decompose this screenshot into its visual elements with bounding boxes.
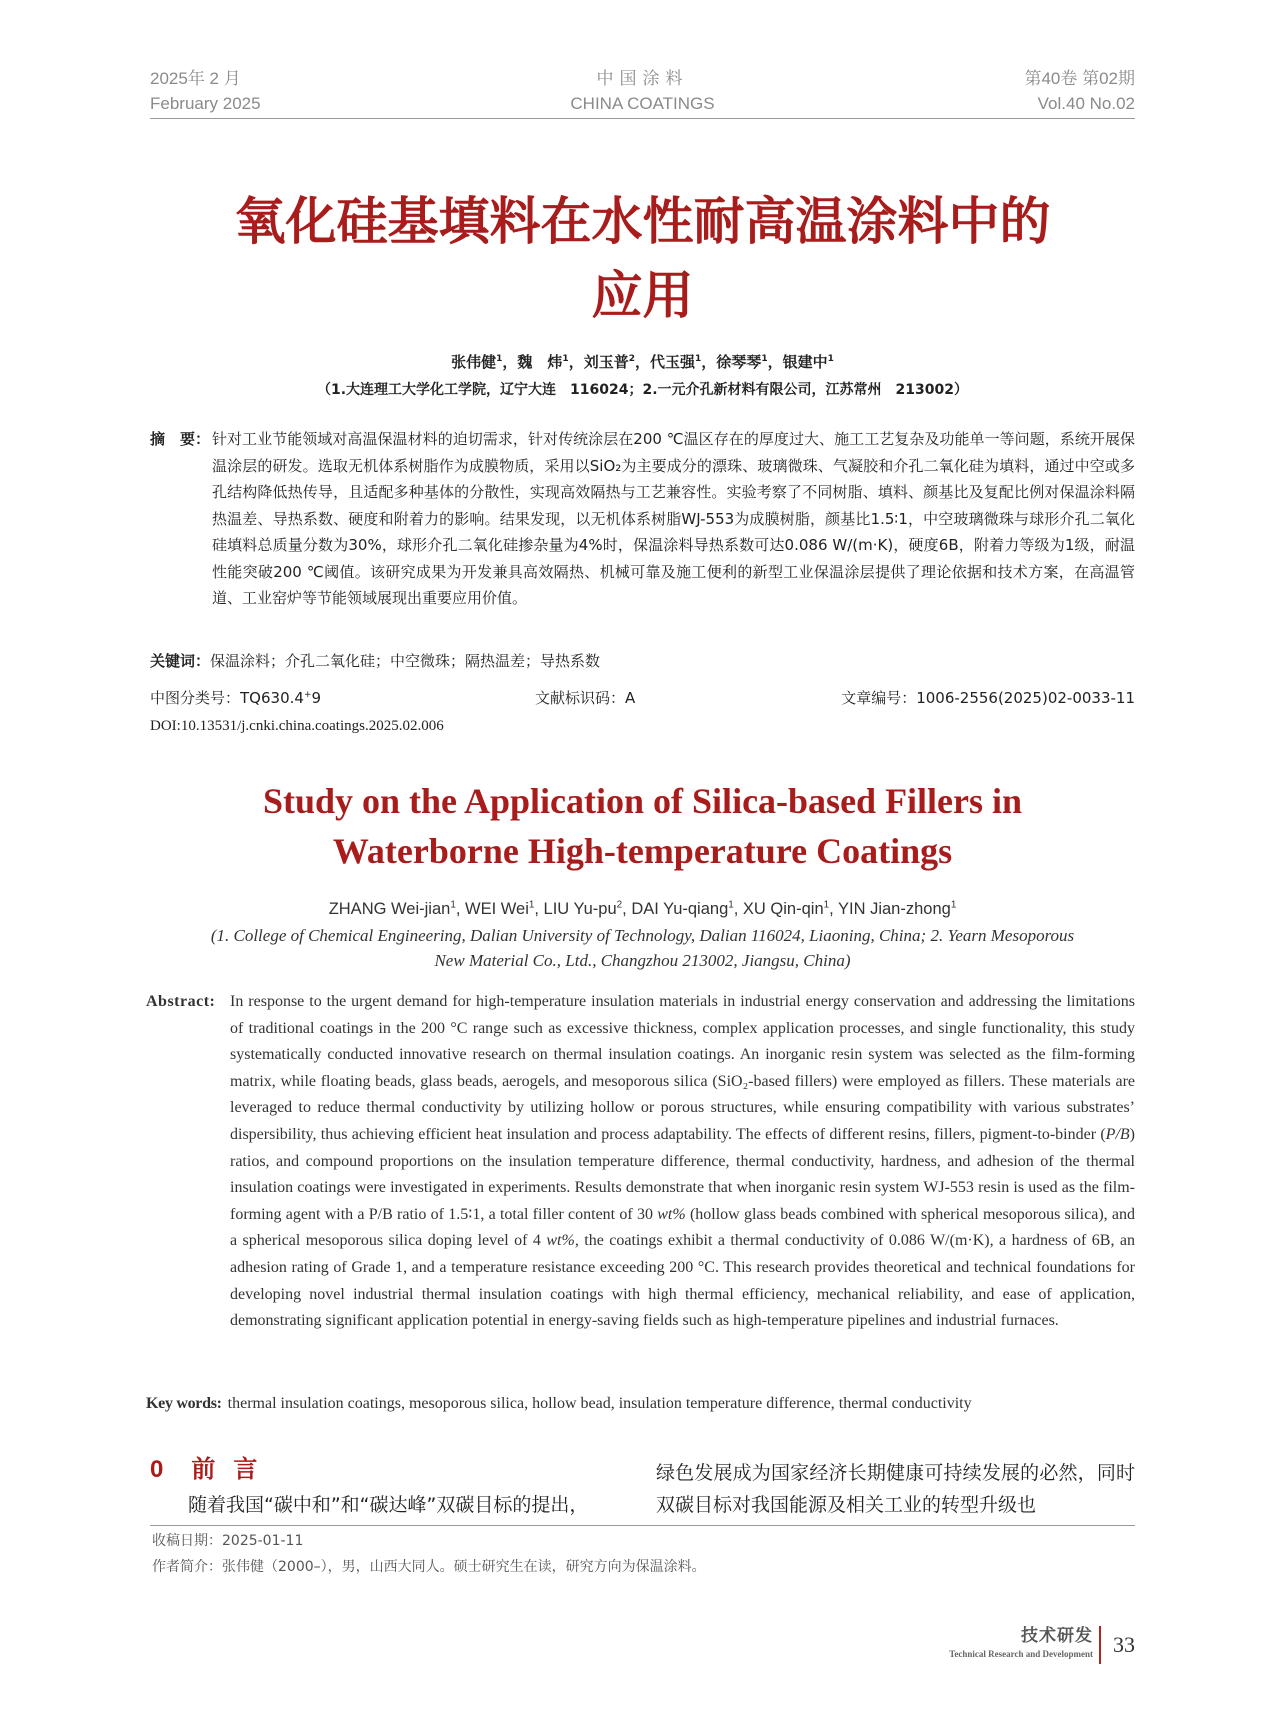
english-title — [150, 776, 1135, 876]
chinese-keywords-label: 关键词： — [150, 652, 211, 670]
footer-divider-bar — [1099, 1626, 1101, 1664]
english-affiliation-line2: New Material Co., Ltd., Changzhou 213002, Jiangsu, China) — [434, 951, 851, 970]
doi: DOI:10.13531/j.cnki.china.coatings.2025.02.006 — [150, 718, 444, 734]
body-text-left-column: 随着我国“碳中和”和“碳达峰”双碳目标的提出， — [188, 1494, 589, 1516]
section-number: 0 — [150, 1456, 164, 1483]
section-title: 前言 — [191, 1455, 276, 1483]
en-author-affiliation-marker: 1 — [950, 899, 957, 911]
chinese-keywords — [150, 649, 1135, 673]
cn-author-name: 代玉强 — [650, 353, 696, 371]
cn-author-affiliation-marker: 1 — [761, 354, 768, 364]
english-author-list — [150, 897, 1135, 921]
english-affiliation — [150, 923, 1135, 973]
abstract-part4: , the coatings exhibit a thermal conductivity of 0.086 W/(m·K), a hardness of 6B, an adhesion rating of Grade 1, and a temperature resistance exceeding 200 °C. This research provides theoretical and technical foundations for developing novel industrial thermal insulation coatings with high thermal efficiency, mechanical reliability, and ease of application, demonstrating significant application potential in energy-saving fields such as high-temperature pipelines and industrial furnaces. — [230, 1232, 1136, 1330]
en-author-name: LIU Yu-pu — [543, 900, 617, 918]
header-volume — [1024, 66, 1135, 116]
cn-author-affiliation-marker: 2 — [628, 354, 635, 364]
header-volume-en: Vol.40 No.02 — [1037, 94, 1135, 113]
english-abstract-text — [230, 989, 1135, 1335]
footer-section-en: Technical Research and Development — [949, 1649, 1093, 1659]
cn-author-affiliation-marker: 1 — [496, 354, 503, 364]
english-abstract-label: Abstract: — [146, 993, 216, 1010]
footnote-divider — [150, 1525, 1135, 1526]
en-author-name: WEI Wei — [465, 900, 529, 918]
running-header — [150, 66, 1135, 119]
en-author-affiliation-marker: 1 — [528, 899, 535, 911]
clc-main: TQ630.4 — [240, 689, 304, 707]
cn-author-separator: ， — [767, 353, 783, 371]
footnote-received-date: 收稿日期：2025-01-11 — [152, 1533, 304, 1549]
chinese-title-line2: 应用 — [591, 267, 694, 326]
en-author-affiliation-marker: 2 — [616, 899, 623, 911]
header-journal-en: CHINA COATINGS — [570, 94, 715, 113]
english-keywords-label: Key words: — [146, 1395, 222, 1412]
abstract-wt2: wt% — [546, 1232, 575, 1250]
abstract-part1: In response to the urgent demand for high-temperature insulation materials in industrial energy conservation and addressing the limitations of traditional coatings in the 200 °C range such as excessive thickness, complex application processes, and single functionality, this study systematically conducted innovative research on thermal insulation coatings. An inorganic resin system was selected as the film-forming matrix, while floating beads, glass beads, aerogels, and mesoporous silica (SiO₂-based fillers) were employed as fillers. These materials are leveraged to reduce thermal conductivity by utilizing hollow or porous structures, while ensuring compatibility with various substrates’ dispersibility, thus achieving efficient heat insulation and process adaptability. The effects of different resins, fillers, pigment-to-binder ( — [230, 993, 1135, 1143]
en-author-affiliation-marker: 1 — [450, 899, 456, 911]
cn-author-affiliation-marker: 1 — [827, 354, 834, 364]
cn-author-affiliation-marker: 1 — [695, 354, 702, 364]
chinese-abstract-text: 针对工业节能领域对高温保温材料的迫切需求，针对传统涂层在200 ℃温区存在的厚度过大、施工工艺复杂及功能单一等问题，系统开展保温涂层的研发。选取无机体系树脂作为成膜物质，采用以SiO₂为主要成分的漂珠、玻璃微珠、气凝胶和介孔二氧化硅为填料，通过中空或多孔结构降低热传导，且适配多种基体的分散性，实现高效隔热与工艺兼容性。实验考察了不同树脂、填料、颜基比及复配比例对保温涂料隔热温差、导热系数、硬度和附着力的影响。结果发现，以无机体系树脂WJ-553为成膜树脂，颜基比1.5∶1，中空玻璃微珠与球形介孔二氧化硅填料总质量分数为30%，球形介孔二氧化硅掺杂量为4%时，保温涂料导热系数可达0.086 W/(m·K)，硬度6B，附着力等级为1级，耐温性能突破200 ℃阈值。该研究成果为开发兼具高效隔热、机械可靠及施工便利的新型工业保温涂层提供了理论依据和技术方案，在高温管道、工业窑炉等节能领域展现出重要应用价值。 — [212, 430, 1135, 607]
clc-tail: 9 — [311, 689, 322, 707]
cn-author-name: 徐琴琴 — [716, 353, 762, 371]
en-author-separator: , — [455, 900, 465, 918]
english-keywords-text: thermal insulation coatings, mesoporous silica, hollow bead, insulation temperature difference, thermal conductivity — [227, 1395, 972, 1412]
en-author-name: XU Qin-qin — [742, 900, 824, 918]
cn-author-separator: ， — [701, 353, 717, 371]
abstract-part2: ) ratios, and compound proportions on the insulation temperature difference, thermal conductivity, hardness, and adhesion of the thermal insulation coatings were investigated in experiments. Results demonstrate that when inorganic resin system WJ-553 resin is used as the film-forming agent with a P/B ratio of 1.5∶1, a total filler content of 30 — [230, 1125, 1135, 1223]
section-heading-introduction — [150, 1452, 275, 1487]
page-footer — [900, 1624, 1135, 1668]
en-author-affiliation-marker: 1 — [823, 899, 830, 911]
cn-author-separator: ， — [634, 353, 650, 371]
english-abstract — [146, 989, 1135, 1335]
page-number: 33 — [1113, 1632, 1135, 1657]
clc-sup: + — [303, 690, 312, 700]
abstract-wt1: wt% — [657, 1205, 686, 1223]
en-author-name: ZHANG Wei-jian — [328, 900, 451, 918]
cn-author-affiliation-marker: 1 — [562, 354, 569, 364]
document-code: 文献标识码：A — [535, 689, 636, 707]
cn-author-separator: ， — [502, 353, 518, 371]
footer-section-cn: 技术研发 — [1021, 1626, 1093, 1646]
cn-author-separator: ， — [568, 353, 584, 371]
chinese-affiliation: （1.大连理工大学化工学院，辽宁大连 116024；2.一元介孔新材料有限公司，江苏常州 213002） — [316, 382, 968, 398]
chinese-title-line1: 氧化硅基填料在水性耐高温涂料中的 — [234, 193, 1051, 252]
cn-author-name: 刘玉普 — [583, 353, 629, 371]
en-author-name: YIN Jian-zhong — [838, 900, 951, 918]
en-author-separator: , — [733, 900, 743, 918]
footnote-author-bio: 作者简介：张伟健（2000–），男，山西大同人。硕士研究生在读，研究方向为保温涂料。 — [152, 1559, 706, 1575]
clc-label: 中图分类号： — [150, 689, 241, 707]
chinese-abstract — [150, 426, 1135, 612]
header-volume-cn: 第40卷 第02期 — [1024, 69, 1135, 88]
english-title-line2: Waterborne High-temperature Coatings — [332, 831, 953, 871]
english-title-line1: Study on the Application of Silica-based Fillers in — [262, 781, 1023, 821]
english-keywords — [146, 1392, 1135, 1416]
header-date-cn: 2025年 2 月 — [150, 69, 241, 88]
header-date-en: February 2025 — [150, 94, 261, 113]
en-author-affiliation-marker: 1 — [728, 899, 734, 911]
clc-number — [150, 686, 321, 710]
header-journal-cn: 中国涂料 — [596, 69, 689, 88]
cn-author-name: 银建中 — [782, 353, 828, 371]
header-journal — [150, 66, 1135, 116]
abstract-pb: P/B — [1105, 1125, 1130, 1143]
body-text-right-column: 绿色发展成为国家经济长期健康可持续发展的必然，同时双碳目标对我国能源及相关工业的转型升级也 — [656, 1462, 1135, 1516]
cn-author-name: 张伟健 — [451, 353, 497, 371]
en-author-separator: , — [534, 900, 544, 918]
abstract-part3: (hollow glass beads combined with spherical mesoporous silica), and a spherical mesoporous silica doping level of 4 — [230, 1205, 1136, 1250]
en-author-separator: , — [829, 900, 838, 918]
en-author-name: DAI Yu-qiang — [631, 900, 729, 918]
chinese-keywords-text: 保温涂料；介孔二氧化硅；中空微珠；隔热温差；导热系数 — [210, 652, 601, 670]
article-number: 文章编号：1006-2556(2025)02-0033-11 — [841, 689, 1135, 707]
chinese-abstract-label: 摘 要： — [150, 430, 211, 448]
cn-author-name: 魏 炜 — [517, 353, 563, 371]
en-author-separator: , — [622, 900, 632, 918]
chinese-title — [150, 186, 1135, 334]
chinese-author-list — [150, 351, 1135, 373]
classification-metadata — [150, 686, 1135, 710]
english-affiliation-line1: (1. College of Chemical Engineering, Dalian University of Technology, Dalian 116024, Liaoning, China; 2. Yearn Mesoporous — [210, 926, 1075, 945]
